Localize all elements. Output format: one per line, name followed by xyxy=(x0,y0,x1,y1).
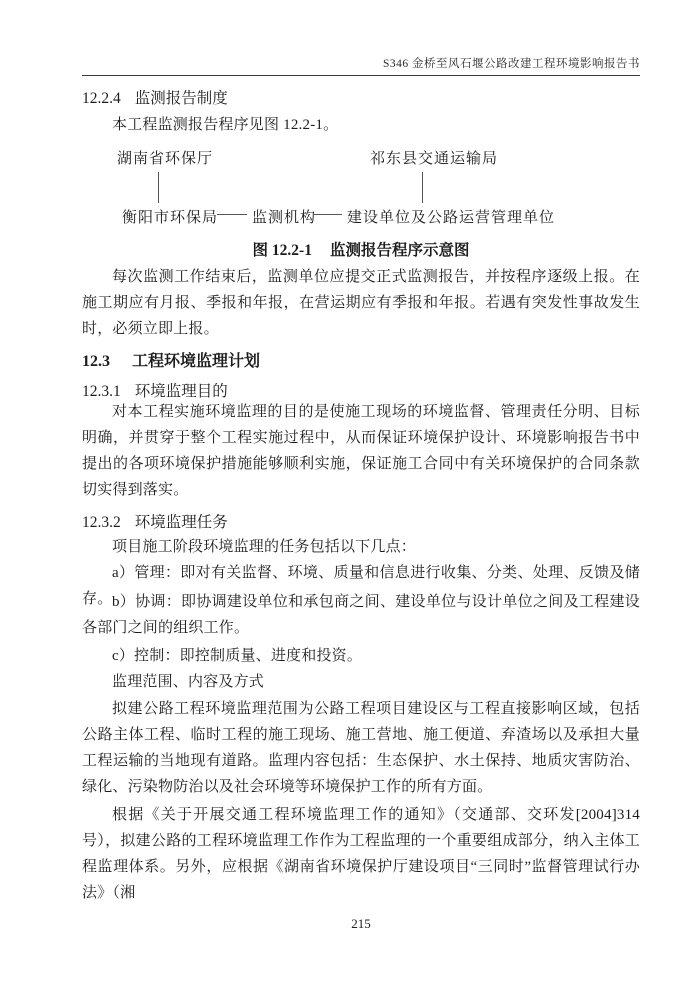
paragraph-tasks-intro: 项目施工阶段环境监理的任务包括以下几点： xyxy=(112,539,417,555)
page-number: 215 xyxy=(351,916,371,931)
paragraph-supervision-basis: 根据《关于开展交通工程环境监理工作的通知》（交通部、交环发[2004]314 号），拟建公路的工程环境监理工作作为工程监理的一个重要组成部分，纳入主体工程监理体系。另外，应根据《湖南省环境保护厅建设项目“三同时”监督管理试行办法》（湘 xyxy=(82,807,640,901)
running-header: S346 金桥至风石堰公路改建工程环境影响报告书 xyxy=(382,58,640,70)
diagram-connector-right-vertical xyxy=(422,172,423,203)
figure-caption xyxy=(82,238,640,260)
section-number: 12.2.4 xyxy=(82,90,121,107)
paragraph-supervision-purpose: 对本工程实施环境监理的目的是使施工现场的环境监督、管理责任分明、目标明确，并贯穿于整个工程实施过程中，从而保证环境保护设计、环境影响报告书中提出的各项环境保护措施能够顺利实施，保证施工合同中有关环境保护的合同条款切实得到落实。 xyxy=(82,404,640,498)
section-title: 环境监理任务 xyxy=(134,514,228,531)
figure-caption-title: 监测报告程序示意图 xyxy=(329,242,470,259)
section-title: 监测报告制度 xyxy=(134,90,228,107)
diagram-node-qidong-transport-bureau: 祁东县交通运输局 xyxy=(370,151,499,167)
section-heading-12-3 xyxy=(82,348,640,371)
intro-paragraph: 本工程监测报告程序见图 12.2-1。 xyxy=(112,117,339,133)
diagram-connector-left-vertical xyxy=(158,172,159,203)
section-title: 工程环境监理计划 xyxy=(132,353,261,370)
paragraph-report-procedure: 每次监测工作结束后，监测单位应提交正式监测报告，并按程序逐级上报。在施工期应有月报、季报和年报，在营运期应有季报和年报。若遇有突发性事故发生时，必须立即上报。 xyxy=(82,269,640,337)
task-item-a: a）管理：即对有关监督、环境、质量和信息进行收集、分类、处理、反馈及储存。 xyxy=(82,565,640,607)
task-item-c: c）控制：即控制质量、进度和投资。 xyxy=(112,648,363,664)
section-number: 12.3 xyxy=(82,353,110,370)
subheading-scope-content-method: 监理范围、内容及方式 xyxy=(112,674,265,690)
figure-caption-number: 图 12.2-1 xyxy=(252,242,312,259)
section-title: 环境监理目的 xyxy=(134,383,228,400)
diagram-node-hunan-epa: 湖南省环保厅 xyxy=(117,151,214,167)
section-number: 12.3.2 xyxy=(82,514,121,531)
diagram-connector-left-horizontal xyxy=(217,214,247,215)
figure-12-2-1-diagram xyxy=(82,142,640,236)
section-number: 12.3.1 xyxy=(82,383,121,400)
header-rule xyxy=(82,75,640,76)
section-heading-12-2-4 xyxy=(82,86,640,108)
diagram-node-construction-unit: 建设单位及公路运营管理单位 xyxy=(347,210,556,226)
paragraph-supervision-scope: 拟建公路工程环境监理范围为公路工程项目建设区与工程直接影响区域，包括公路主体工程、临时工程的施工现场、施工营地、施工便道、弃渣场以及承担大量工程运输的当地现有道路。监理内容包括：生态保护、水土保持、地质灾害防治、绿化、污染物防治以及社会环境等环境保护工作的所有方面。 xyxy=(82,701,640,795)
section-heading-12-3-1 xyxy=(82,379,640,401)
diagram-connector-right-horizontal xyxy=(313,214,342,215)
diagram-node-monitoring-agency: 监测机构 xyxy=(252,210,317,226)
task-item-b: b）协调：即协调建设单位和承包商之间、建设单位与设计单位之间及工程建设各部门之间的组织工作。 xyxy=(82,594,640,636)
diagram-node-hengyang-epb: 衡阳市环保局 xyxy=(122,210,219,226)
section-heading-12-3-2 xyxy=(82,510,640,532)
